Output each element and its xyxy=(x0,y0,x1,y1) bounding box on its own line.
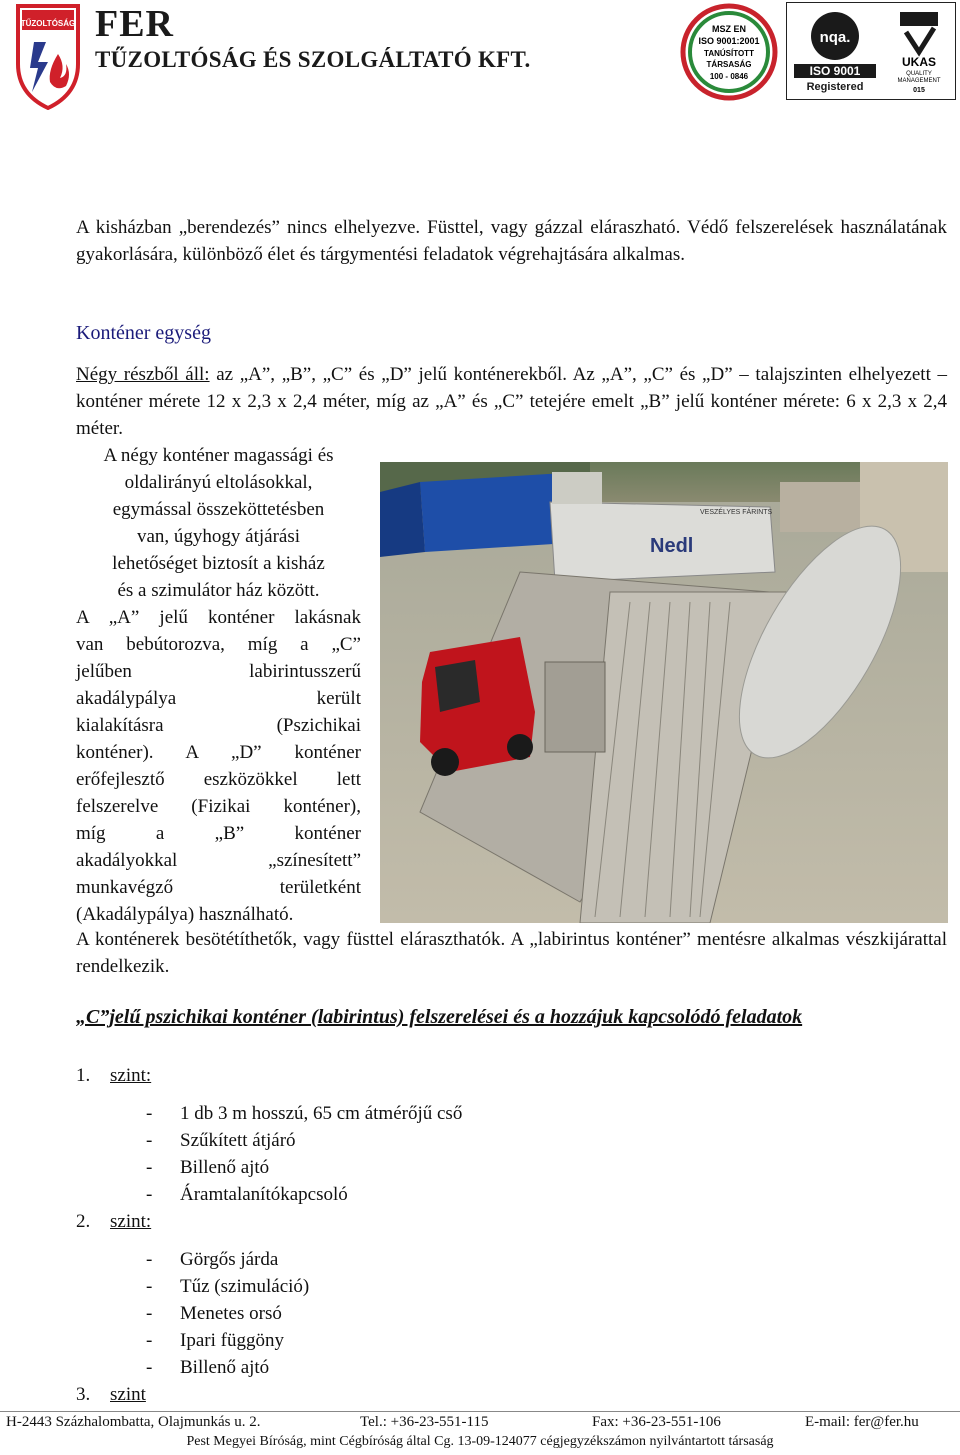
footer-registry: Pest Megyei Bíróság, mint Cégbíróság által Cg. 13-09-124077 cégjegyzékszámon nyilvántartott társaság xyxy=(186,1434,774,1449)
container-c-heading: „C”jelű pszichikai konténer (labirintus) felszerelései és a hozzájuk kapcsolódó feladatok xyxy=(76,1006,803,1028)
footer-address: H-2443 Százhalombatta, Olajmunkás u. 2. xyxy=(6,1414,261,1430)
level-number: 3. xyxy=(76,1384,91,1405)
para1-rest: az „A”, „B”, „C” és „D” jelű konténerekből. Az „A”, „C” és „D” – talajszinten elhelyezett – konténer mérete 12 x 2,3 x 2,4 méter, míg az „A” és „C” tetejére emelt „B” jelű konténer mérete: 6 x 2,3 x 2,4 méter. xyxy=(76,364,947,439)
container-yard-photo xyxy=(380,462,948,923)
company-shield-logo xyxy=(14,2,82,110)
cert3-line: UKAS xyxy=(901,55,937,69)
equipment-item xyxy=(146,1127,296,1154)
equipment-item-text: Ipari függöny xyxy=(180,1330,284,1351)
iso-cert-badge xyxy=(678,2,780,102)
equipment-item-text: Görgős járda xyxy=(180,1249,279,1270)
bullet-dash: - xyxy=(146,1357,153,1378)
cert1-line: 100 - 0846 xyxy=(709,72,749,81)
side-line: A „A” jelű konténer lakásnak xyxy=(76,607,361,628)
side-line: A négy konténer magassági és xyxy=(103,445,334,466)
side-line: akadálypálya került xyxy=(76,688,361,709)
footer-tel: Tel.: +36-23-551-115 xyxy=(360,1414,489,1430)
equipment-item xyxy=(146,1273,309,1300)
intro-paragraph: A kisházban „berendezés” nincs elhelyezve. Füsttel, vagy gázzal eláraszható. Védő felszerelések használatának gyakorlására, különböző élet és tárgymentési feladatok végrehajtására alkalmas. xyxy=(76,217,947,265)
ukas-badge xyxy=(886,6,952,94)
equipment-item-text: Szűkített átjáró xyxy=(180,1130,296,1151)
side-text xyxy=(76,442,361,928)
footer-email: E-mail: fer@fer.hu xyxy=(805,1414,919,1430)
cert3-line: 015 xyxy=(913,87,925,94)
side-line: akadályokkal „színesített” xyxy=(76,850,361,871)
darkening-paragraph: A konténerek besötétíthetők, vagy füsttel eláraszthatók. A „labirintus konténer” mentésre alkalmas vészkijárattal rendelkezik. xyxy=(76,929,947,977)
level-label: szint: xyxy=(110,1211,152,1232)
para1-underlined: Négy részből áll: xyxy=(76,364,210,385)
cert3-line: MANAGEMENT xyxy=(897,78,941,84)
side-line: felszerelve (Fizikai konténer), xyxy=(76,796,361,817)
brand-full: TŰZOLTÓSÁG ÉS SZOLGÁLTATÓ KFT. xyxy=(95,47,531,72)
bullet-dash: - xyxy=(146,1130,153,1151)
equipment-item-text: Áramtalanítókapcsoló xyxy=(180,1184,348,1205)
side-line: erőfejlesztő eszközökkel lett xyxy=(76,769,361,790)
equipment-item xyxy=(146,1246,278,1273)
level-heading xyxy=(76,1208,151,1235)
cert1-line: ISO 9001:2001 xyxy=(698,36,760,46)
cert1-line: TÁRSASÁG xyxy=(706,60,752,69)
footer-divider xyxy=(0,1411,960,1412)
side-line: van bebútorozva, míg a „C” xyxy=(76,634,361,655)
equipment-item xyxy=(146,1354,269,1381)
equipment-item-text: Tűz (szimuláció) xyxy=(180,1276,310,1297)
container-description xyxy=(76,361,947,442)
cert2-line: ISO 9001 xyxy=(809,64,861,78)
bullet-dash: - xyxy=(146,1249,153,1270)
side-last-line: (Akadálypálya) használható. xyxy=(76,904,294,925)
photo-sign: VESZÉLYES FÁRINTS xyxy=(700,509,773,516)
level-label: szint: xyxy=(110,1065,152,1086)
side-line: konténer). A „D” konténer xyxy=(76,742,361,763)
cert1-line: TANÚSÍTOTT xyxy=(704,49,754,58)
level-label: szint xyxy=(110,1384,146,1405)
level-number: 1. xyxy=(76,1065,91,1086)
equipment-item xyxy=(146,1300,282,1327)
equipment-item xyxy=(146,1154,269,1181)
side-line: jelűben labirintusszerű xyxy=(76,661,361,682)
bullet-dash: - xyxy=(146,1103,153,1124)
side-line: van, úgyhogy átjárási xyxy=(136,526,301,547)
equipment-item-text: Menetes orsó xyxy=(180,1303,282,1324)
bullet-dash: - xyxy=(146,1303,153,1324)
cert2-line: nqa. xyxy=(819,29,851,46)
equipment-item xyxy=(146,1181,348,1208)
company-brand xyxy=(95,2,531,74)
shield-label: TŰZOLTÓSÁG xyxy=(20,19,76,28)
bullet-dash: - xyxy=(146,1157,153,1178)
cert2-line: Registered xyxy=(806,81,864,93)
equipment-item-text: 1 db 3 m hosszú, 65 cm átmérőjű cső xyxy=(180,1103,463,1124)
section-title: Konténer egység xyxy=(76,322,211,344)
side-line: oldalirányú eltolásokkal, xyxy=(124,472,313,493)
bullet-dash: - xyxy=(146,1276,153,1297)
nqa-iso-badge xyxy=(790,6,880,94)
side-line: lehetőséget biztosít a kisház xyxy=(112,553,325,574)
brand-short: FER xyxy=(95,3,174,45)
level-heading xyxy=(76,1381,146,1408)
equipment-item-text: Billenő ajtó xyxy=(180,1157,270,1178)
side-line: és a szimulátor ház között. xyxy=(117,580,320,601)
side-line: míg a „B” konténer xyxy=(76,823,361,844)
equipment-item-text: Billenő ajtó xyxy=(180,1357,270,1378)
cert1-line: MSZ EN xyxy=(711,24,747,34)
side-line: munkavégző területként xyxy=(76,877,361,898)
footer-fax: Fax: +36-23-551-106 xyxy=(592,1414,721,1430)
side-line: kialakításra (Pszichikai xyxy=(76,715,361,736)
equipment-item xyxy=(146,1327,284,1354)
equipment-item xyxy=(146,1100,462,1127)
photo-brand: Nedl xyxy=(650,535,694,557)
level-heading xyxy=(76,1062,151,1089)
bullet-dash: - xyxy=(146,1184,153,1205)
level-number: 2. xyxy=(76,1211,91,1232)
cert3-line: QUALITY xyxy=(906,71,932,77)
side-line: egymással összeköttetésben xyxy=(112,499,325,520)
bullet-dash: - xyxy=(146,1330,153,1351)
